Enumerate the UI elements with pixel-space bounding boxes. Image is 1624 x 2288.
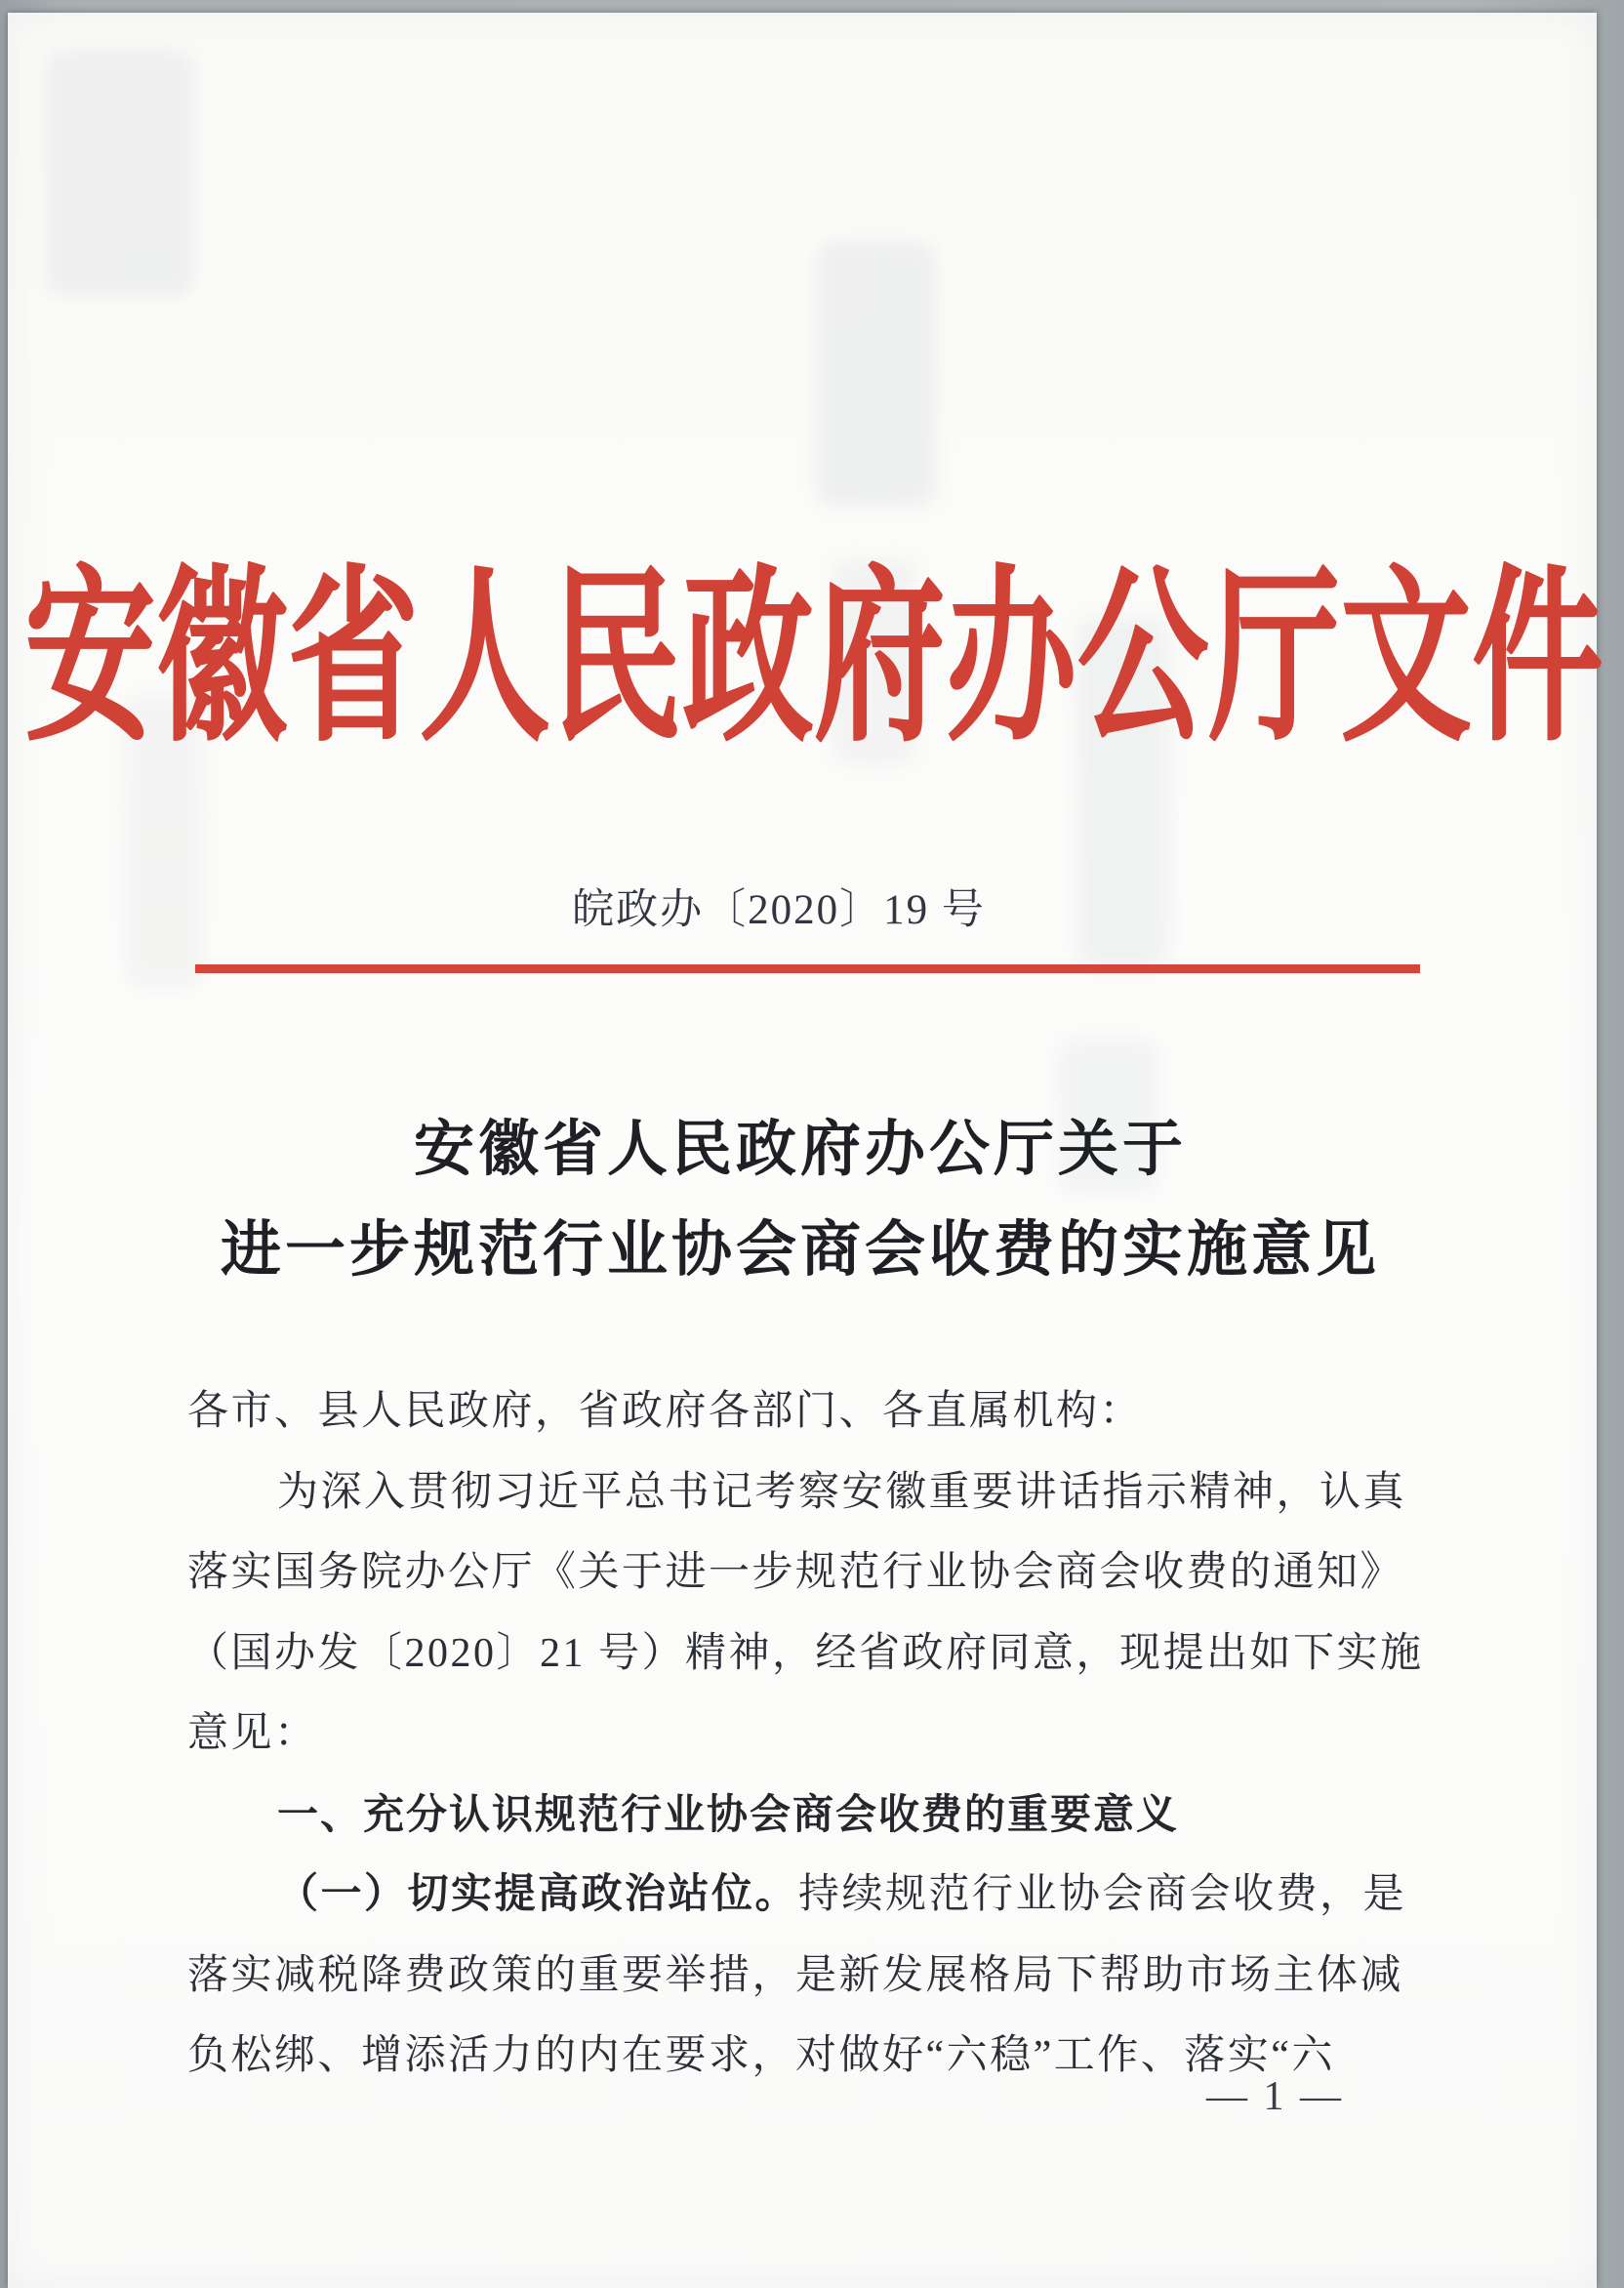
scan-smudge [47, 52, 193, 296]
subsection-lead: （一）切实提高政治站位。 [277, 1872, 799, 1917]
letterhead-title: 安徽省人民政府办公厅文件 [23, 554, 1604, 764]
page-number: — 1 — [1206, 2074, 1344, 2119]
body-line: 意见： [187, 1711, 318, 1756]
subsection-text: 持续规范行业协会商会收费，是 [798, 1872, 1407, 1917]
red-separator-line [195, 964, 1420, 973]
body-line [187, 1855, 1407, 1936]
scan-smudge [818, 242, 935, 506]
salutation-line: 各市、县人民政府，省政府各部门、各直属机构： [187, 1389, 1144, 1434]
body-line: 为深入贯彻习近平总书记考察安徽重要讲话指示精神，认真 [277, 1469, 1407, 1515]
section-heading: 一、充分认识规范行业协会商会收费的重要意义 [277, 1790, 1180, 1837]
body-line: 落实减税降费政策的重要举措，是新发展格局下帮助市场主体减 [187, 1952, 1404, 1998]
document-title-line1: 安徽省人民政府办公厅关于 [413, 1117, 1187, 1183]
document-body [187, 1371, 1424, 2097]
document-number: 皖政办〔2020〕19 号 [572, 887, 986, 933]
document-title-line2: 进一步规范行业协会商会收费的实施意见 [220, 1217, 1380, 1284]
document-title [0, 1100, 1601, 1301]
body-line: （国办发〔2020〕21 号）精神，经省政府同意，现提出如下实施 [187, 1630, 1424, 1676]
body-line: 负松绑、增添活力的内在要求，对做好“六稳”工作、落实“六 [187, 2033, 1335, 2078]
body-line: 落实国务院办公厅《关于进一步规范行业协会商会收费的通知》 [187, 1550, 1404, 1595]
